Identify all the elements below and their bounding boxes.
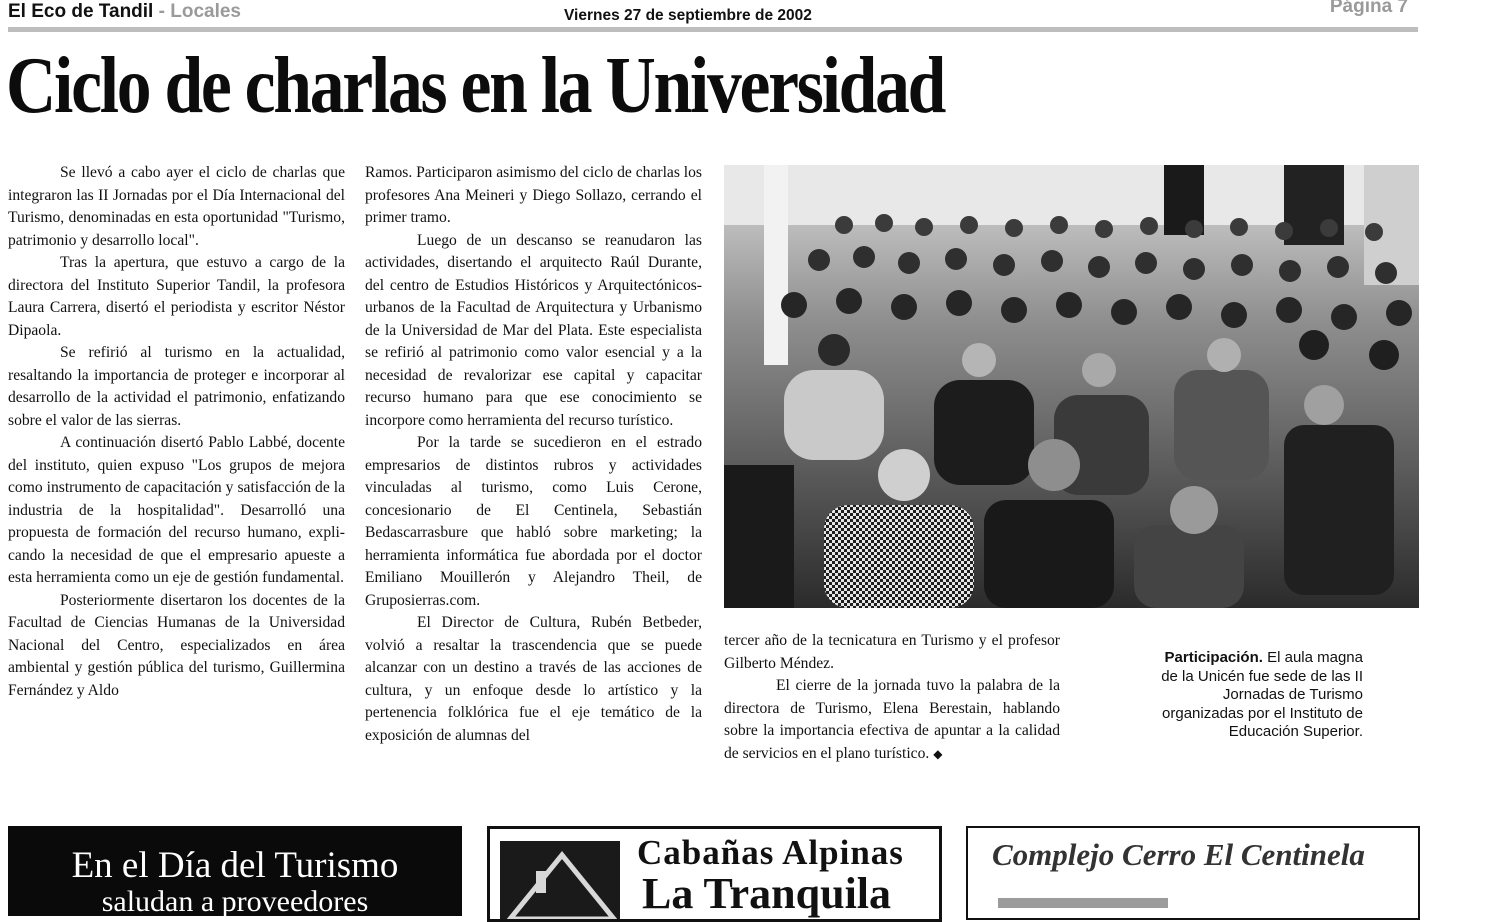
paragraph: Por la tarde se sucedieron en el estrado empresarios de distintos rubros y actividades vinculadas al turismo, como Luis Cerone, concesionario de El Centinela, Sebastián Bedascarrasbure que habló sobre marketing; la herramienta informática fue abordada por el doctor Emiliano Mouillerón y Alejandro Theil, de Gruposierras.com.: [365, 434, 702, 609]
paragraph: Ramos. Participaron asimismo del ciclo de charlas los profesores Ana Meineri y Diego Sollazo, cerrando el primer tramo.: [365, 164, 702, 226]
header-rule: [8, 27, 1418, 32]
issue-date: Viernes 27 de septiembre de 2002: [564, 7, 812, 24]
paragraph: Se refirió al turismo en la actualidad, resaltando la importancia de proteger e incorporar al desarrollo de la actividad el patrimonio, enfatizando sobre el valor de las sierras.: [8, 344, 345, 429]
paragraph: Posteriormente disertaron los docentes de la Facultad de Ciencias Humanas de la Universidad Nacional del Centro, especializados en área ambiental y gestión pública del turismo, Guillermina Fernández y Aldo: [8, 591, 345, 699]
paragraph: Luego de un descanso se reanudaron las actividades, disertando el arquitecto Raúl Durante, del centro de Estudios Históricos y Arquitectónicos-urbanos de la Facultad de Arquitectura y Urbanismo de la Universidad de Mar del Plata. Este especialista se refirió al patrimonio como valor esencial y a la necesidad de revalorizar ese capital y capacitar recurso humano para que ese conocimiento se incorpore como herramienta del recurso turístico.: [365, 231, 702, 429]
ad2-line2: La Tranquila: [642, 869, 892, 918]
paragraph: [724, 675, 1060, 765]
page-number: Página 7: [1329, 0, 1408, 17]
ad-cabanas-alpinas: [487, 826, 942, 922]
audience-photo-illustration: [724, 165, 1419, 608]
ad2-photo: [500, 841, 620, 921]
caption-lead: Participación.: [1164, 649, 1263, 666]
paragraph: Tras la apertura, que estuvo a cargo de la directora del Instituto Superior Tandil, la profesora Laura Carrera, disertó el periodista y escritor Néstor Dipaola.: [8, 254, 345, 339]
article-headline: Ciclo de charlas en la Universidad: [6, 42, 945, 130]
ad1-line1: En el Día del Turismo: [71, 845, 399, 886]
newspaper-name: [8, 0, 241, 24]
caption-text: El aula magna de la Unicén fue sede de las II Jornadas de Turismo organizadas por el Instituto de Educación Superior.: [1161, 649, 1363, 740]
article-column-3: [724, 630, 1060, 765]
ad-dia-del-turismo: [8, 826, 462, 916]
newspaper-title: El Eco de Tandil: [8, 1, 154, 22]
article-column-1: [8, 162, 345, 702]
page-header: [8, 0, 1418, 26]
ad3-line1: Complejo Cerro El Centinela: [992, 837, 1365, 872]
paragraph: El Director de Cultura, Rubén Betbeder, volvió a resaltar la trascendencia que se puede alcanzar con un destino a través de las acciones de cultura, y un enfoque desde lo artístico y la pertenencia folklórica fue el eje temático de la exposición de alumnas del: [365, 614, 702, 744]
paragraph: A continuación disertó Pablo Labbé, docente del instituto, quien expuso "Los grupos de mejora como instrumento de capacitación y satisfacción de la industria de la hospitalidad". Desarrolló una propuesta de formación del recurso humano, explicando la necesidad de que el empresario apueste a esta herramienta como un eje de gestión fundamental.: [8, 434, 345, 586]
ad3-image-strip: [998, 898, 1168, 908]
end-mark-icon: ◆: [933, 746, 943, 761]
ad1-line2: saludan a proveedores: [101, 885, 369, 916]
audience-photo: [724, 165, 1419, 608]
house-icon: [500, 841, 620, 921]
ad2-line1: Cabañas Alpinas: [637, 833, 904, 872]
section-name: Locales: [170, 1, 241, 22]
photo-caption: [1150, 649, 1363, 742]
paragraph: Se llevó a cabo ayer el ciclo de charlas que integraron las II Jornadas por el Día Internacional del Turismo, denominadas en esta oportunidad "Turismo, patrimonio y desarrollo local".: [8, 164, 345, 249]
header-separator: -: [158, 1, 165, 22]
paragraph: tercer año de la tecnicatura en Turismo y el profesor Gilberto Méndez.: [724, 632, 1060, 672]
closing-paragraph-text: El cierre de la jornada tuvo la palabra de la directora de Turismo, Elena Berestain, hablando sobre la importancia efectiva de apuntar a la calidad de servicios en el plano turístico.: [724, 677, 1060, 762]
article-column-2: [365, 162, 702, 747]
